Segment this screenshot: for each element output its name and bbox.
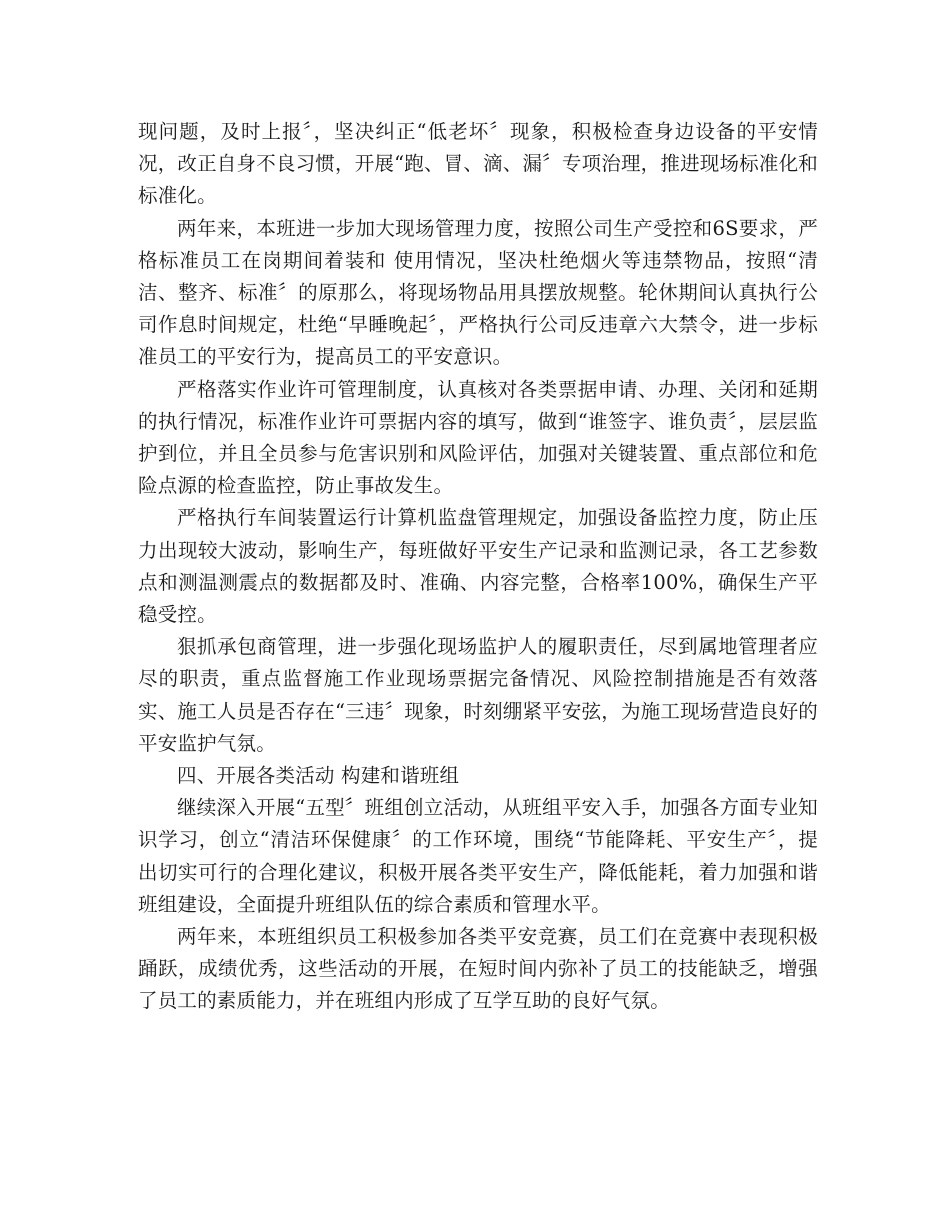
paragraph-contractor: 狠抓承包商管理，进一步强化现场监护人的履职责任，尽到属地管理者应尽的职责，重点监督施工作业现场票据完备情况、风险控制措施是否有效落实、施工人员是否存在“三违〞现象，时刻绷紧平安弦，为施工现场营造良好的平安监护气氛。 — [138, 635, 818, 755]
paragraph-activities: 继续深入开展“五型〞班组创立活动，从班组平安入手，加强各方面专业知识学习，创立“清洁环保健康〞的工作环境，围绕“节能降耗、平安生产〞，提出切实可行的合理化建议，积极开展各类平安生产，降低能耗，着力加强和谐班组建设，全面提升班组队伍的综合素质和管理水平。 — [138, 796, 818, 916]
paragraph-continuation: 现问题，及时上报〞，坚决纠正“低老坏〞现象，积极检查身边设备的平安情况，改正自身不良习惯，开展“跑、冒、滴、漏〞专项治理，推进现场标准化和标准化。 — [138, 120, 818, 208]
paragraph-competitions: 两年来，本班组织员工积极参加各类平安竞赛，员工们在竞赛中表现积极踊跃，成绩优秀，这些活动的开展，在短时间内弥补了员工的技能缺乏，增强了员工的素质能力，并在班组内形成了互学互助的良好气氛。 — [138, 925, 818, 1013]
paragraph-work-permit: 严格落实作业许可管理制度，认真核对各类票据申请、办理、关闭和延期的执行情况，标准作业许可票据内容的填写，做到“谁签字、谁负责〞，层层监护到位，并且全员参与危害识别和风险评估，加强对关键装置、重点部位和危险点源的检查监控，防止事故发生。 — [138, 377, 818, 498]
paragraph-site-management: 两年来，本班进一步加大现场管理力度，按照公司生产受控和6S要求，严格标准员工在岗期间着装和 使用情况，坚决杜绝烟火等违禁物品，按照“清洁、整齐、标准〞的原那么，将现场物品用具摆放规整。轮休期间认真执行公司作息时间规定，杜绝“早睡晚起〞，严格执行公司反违章六大禁令，进一步标准员工的平安行为，提高员工的平安意识。 — [138, 216, 818, 369]
section-heading: 四、开展各类活动 构建和谐班组 — [177, 764, 460, 788]
paragraph-monitoring: 严格执行车间装置运行计算机监盘管理规定，加强设备监控力度，防止压力出现较大波动，影响生产，每班做好平安生产记录和监测记录，各工艺参数点和测温测震点的数据都及时、准确、内容完整，合格率100%，确保生产平稳受控。 — [138, 506, 818, 627]
document-body — [138, 116, 818, 1018]
